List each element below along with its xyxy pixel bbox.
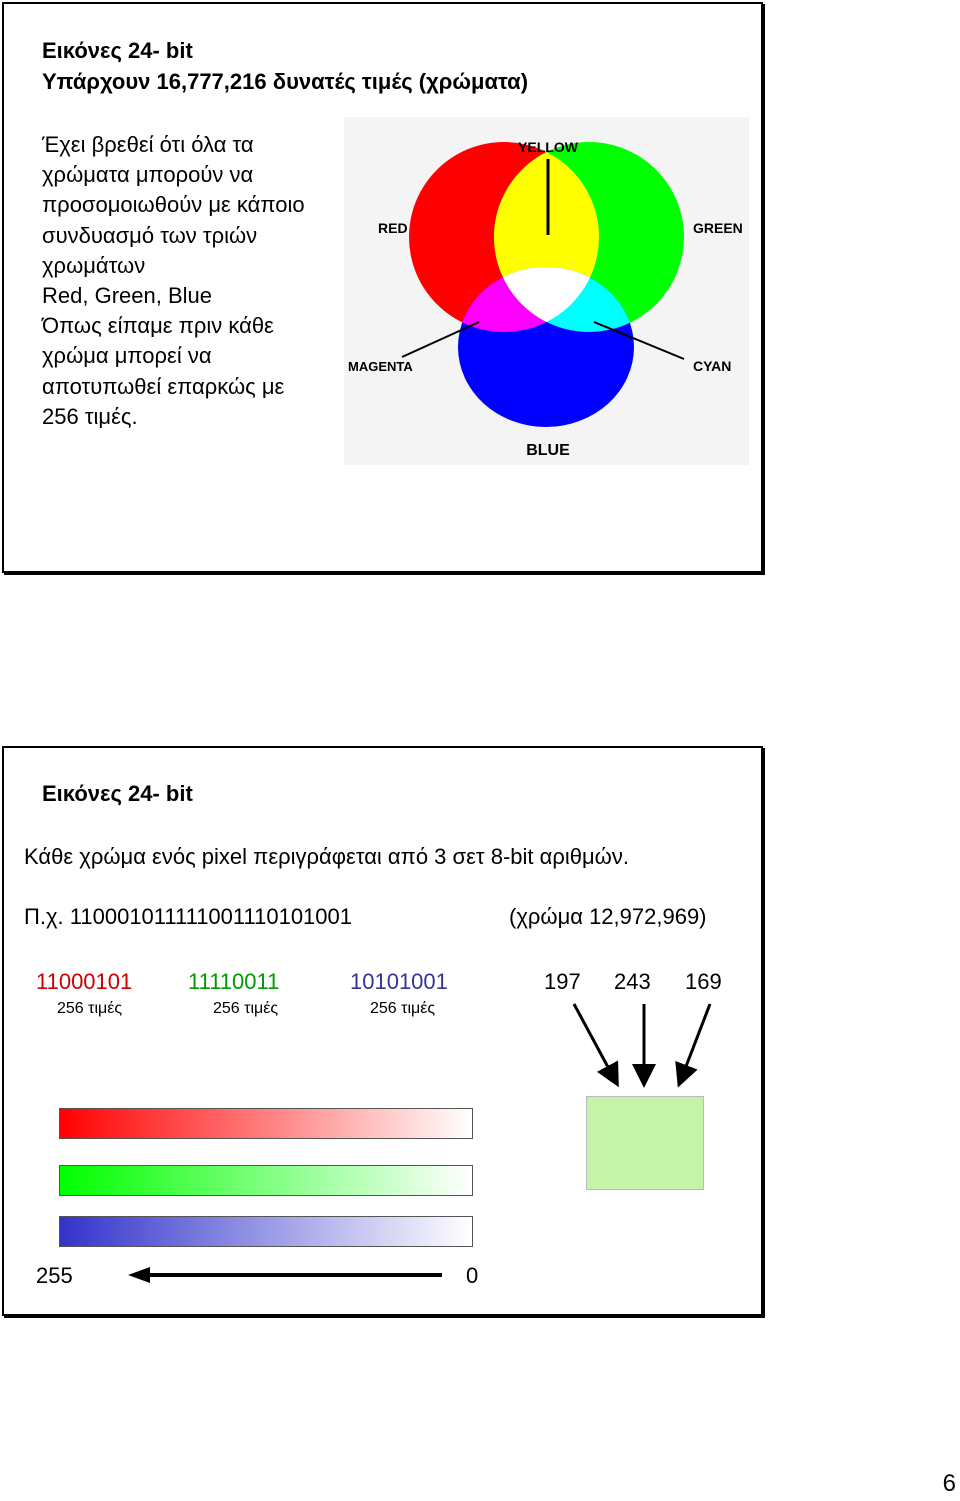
byte-red-bits: 11000101	[36, 969, 133, 994]
slide1-body	[42, 130, 305, 432]
blue-gradient-bar	[59, 1216, 473, 1247]
scale-min-label: 0	[466, 1263, 479, 1288]
body-line: αποτυπωθεί επαρκώς με	[42, 373, 285, 399]
example-color-number: (χρώμα 12,972,969)	[509, 904, 707, 929]
decimal-red: 197	[544, 969, 581, 994]
decimal-green: 243	[614, 969, 651, 994]
byte-red-label: 256 τιμές	[57, 1000, 123, 1017]
slide1-title-line1: Εικόνες 24- bit	[42, 38, 193, 63]
scale-max-label: 255	[36, 1263, 73, 1288]
body-line: Red, Green, Blue	[42, 283, 212, 309]
slide-24bit-example	[2, 746, 763, 1316]
label-blue: BLUE	[526, 442, 570, 459]
arrows-to-swatch	[564, 998, 724, 1090]
label-yellow: YELLOW	[518, 139, 578, 155]
scale-arrow	[126, 1264, 446, 1286]
body-line: 256 τιμές.	[42, 403, 138, 429]
slide2-description: Κάθε χρώμα ενός pixel περιγράφεται από 3 σετ 8-bit αριθμών.	[24, 844, 629, 869]
body-line: χρώματα μπορούν να	[42, 162, 254, 188]
red-gradient-bar	[59, 1108, 473, 1139]
body-line: προσομοιωθούν με κάποιο	[42, 192, 305, 218]
slide1-title-line2: Υπάρχουν 16,777,216 δυνατές τιμές (χρώματα)	[42, 69, 529, 94]
result-color-swatch	[586, 1096, 704, 1190]
body-line: Όπως είπαμε πριν κάθε	[42, 313, 274, 339]
label-red: RED	[378, 220, 408, 236]
byte-blue-label: 256 τιμές	[370, 1000, 436, 1017]
page-number: 6	[942, 1470, 956, 1497]
byte-blue-bits: 10101001	[350, 969, 448, 994]
slide2-title: Εικόνες 24- bit	[42, 781, 193, 806]
body-line: Έχει βρεθεί ότι όλα τα	[42, 132, 254, 157]
label-magenta: MAGENTA	[348, 359, 413, 374]
byte-green-bits: 11110011	[188, 969, 280, 994]
slide-rgb-intro	[2, 2, 763, 573]
green-gradient-bar	[59, 1165, 473, 1196]
label-cyan: CYAN	[693, 358, 732, 374]
example-bits: Π.χ. 110001011111001110101001	[24, 904, 352, 929]
arrow-blue	[680, 1004, 710, 1082]
rgb-venn-diagram	[344, 117, 749, 465]
arrow-red	[574, 1004, 616, 1082]
scale-arrow-head	[128, 1267, 150, 1283]
body-line: χρωμάτων	[42, 252, 146, 278]
label-green: GREEN	[693, 220, 743, 236]
body-line: χρώμα μπορεί να	[42, 343, 212, 369]
byte-green-label: 256 τιμές	[213, 1000, 279, 1017]
decimal-blue: 169	[685, 969, 722, 994]
body-line: συνδυασμό των τριών	[42, 222, 258, 248]
